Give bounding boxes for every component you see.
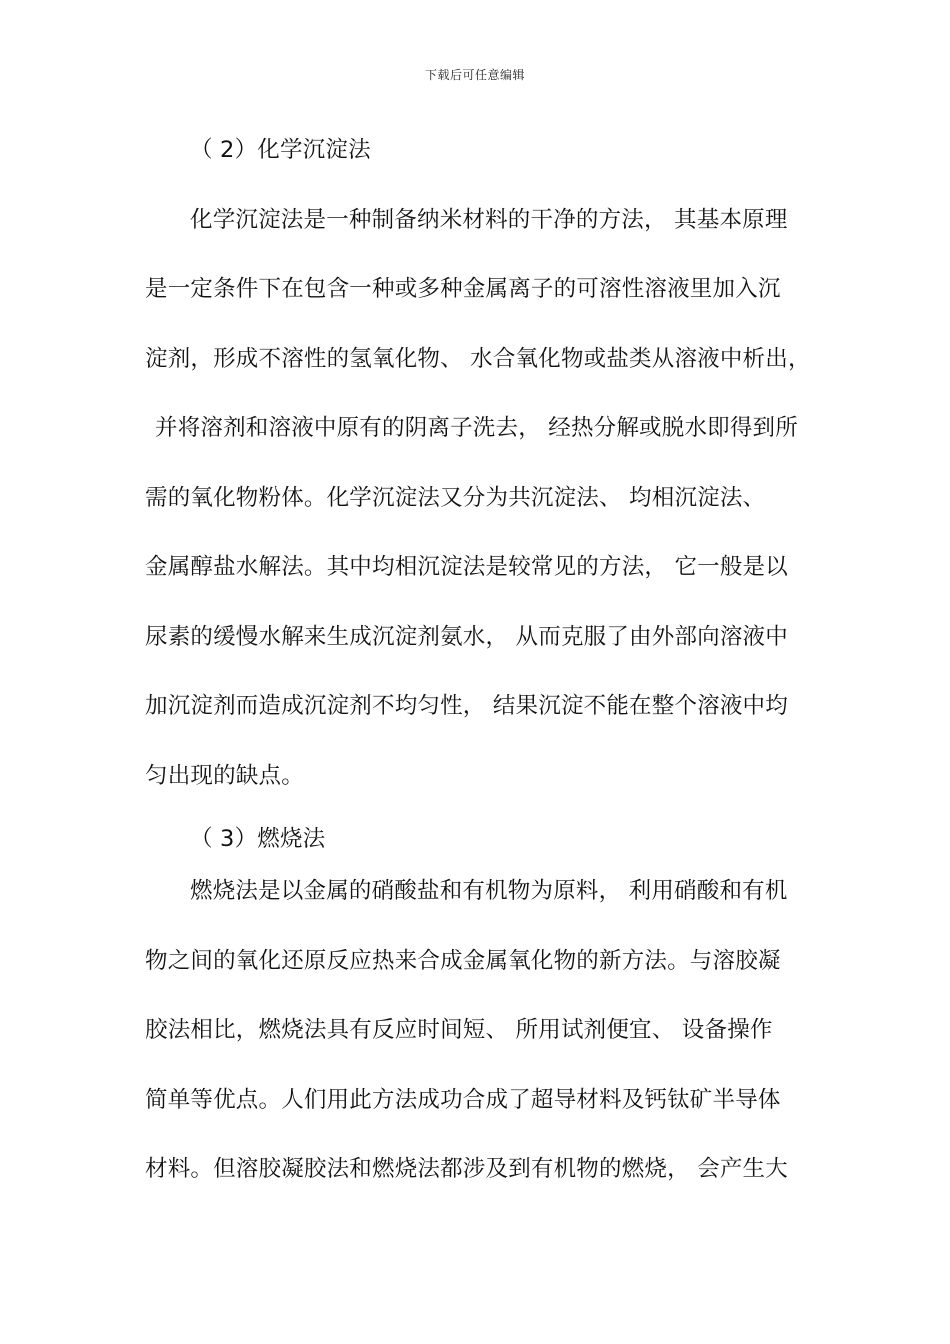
section-heading-chemical-precipitation: （ 2）化学沉淀法	[190, 137, 371, 163]
paragraph-line: 物之间的氧化还原反应热来合成金属氧化物的新方法。与溶胶凝	[145, 947, 781, 974]
paragraph-line: 燃烧法是以金属的硝酸盐和有机物为原料， 利用硝酸和有机	[190, 878, 788, 904]
document-body	[145, 126, 810, 1215]
paragraph-line: 匀出现的缺点。	[145, 762, 304, 789]
paragraph-line: 淀剂，形成不溶性的氢氧化物、 水合氧化物或盐类从溶液中析出，	[145, 345, 811, 372]
paragraph-line: 简单等优点。人们用此方法成功合成了超导材料及钙钛矿半导体	[145, 1086, 781, 1113]
paragraph-line: 化学沉淀法是一种制备纳米材料的干净的方法， 其基本原理	[190, 206, 788, 233]
paragraph-line: 需的氧化物粉体。化学沉淀法又分为共沉淀法、 均相沉淀法、	[145, 484, 766, 511]
paragraph-line: 金属醇盐水解法。其中均相沉淀法是较常见的方法， 它一般是以	[145, 554, 788, 580]
paragraph-line: 加沉淀剂而造成沉淀剂不均匀性， 结果沉淀不能在整个溶液中均	[145, 693, 788, 719]
paragraph-line: 并将溶剂和溶液中原有的阴离子洗去， 经热分解或脱水即得到所	[155, 415, 798, 441]
paragraph-line: 是一定条件下在包含一种或多种金属离子的可溶性溶液里加入沉	[145, 276, 781, 302]
paragraph-line: 胶法相比，燃烧法具有反应时间短、 所用试剂便宜、 设备操作	[145, 1017, 773, 1043]
page-header: 下载后可任意编辑	[424, 68, 525, 82]
section-heading-combustion: （ 3）燃烧法	[190, 826, 326, 852]
paragraph-line: 尿素的缓慢水解来生成沉淀剂氨水， 从而克服了由外部向溶液中	[145, 623, 788, 650]
paragraph-line: 材料。但溶胶凝胶法和燃烧法都涉及到有机物的燃烧， 会产生大	[145, 1156, 788, 1182]
